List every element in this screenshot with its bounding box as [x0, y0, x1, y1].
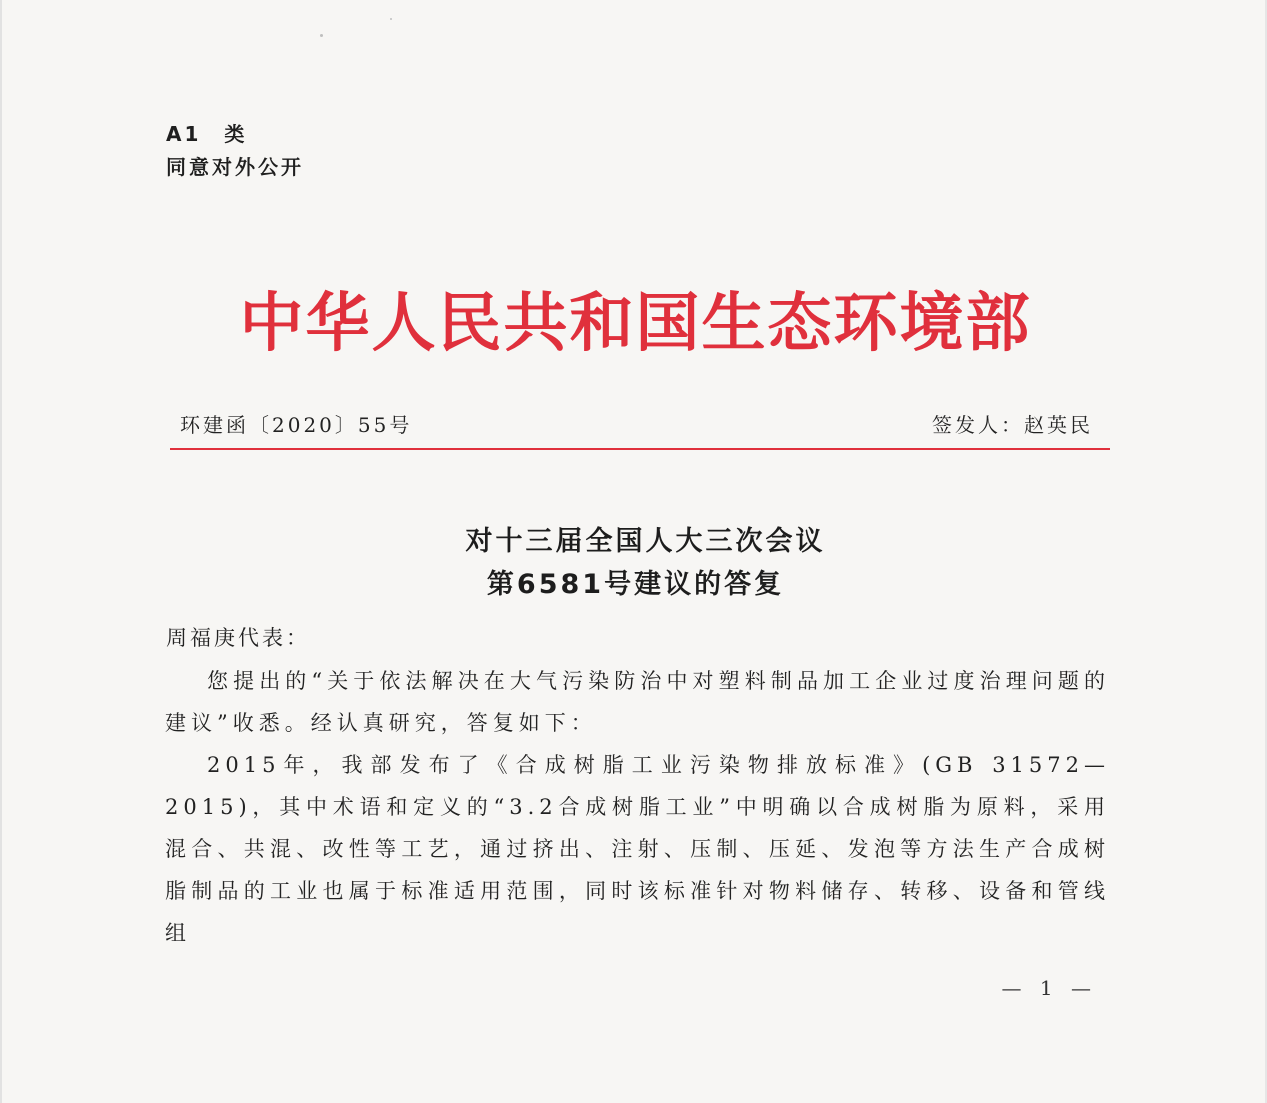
- scan-speck: [320, 34, 323, 37]
- body-paragraph: 您提出的“关于依法解决在大气污染防治中对塑料制品加工企业过度治理问题的建议”收悉。经认真研究，答复如下：: [165, 669, 1110, 735]
- document-number: 环建函〔2020〕55号: [180, 413, 413, 437]
- letterhead-title: 中华人民共和国生态环境部: [239, 286, 1032, 361]
- document-title-line1: 对十三届全国人大三次会议: [465, 526, 826, 557]
- scan-speck: [390, 18, 392, 20]
- signer-label: 签发人：赵英民: [932, 413, 1093, 437]
- page-number: — 1 —: [1001, 976, 1097, 1000]
- body-text: [165, 660, 1110, 954]
- classification-label: A1 类: [166, 122, 248, 146]
- disclosure-label: 同意对外公开: [166, 155, 304, 179]
- body-paragraph: 2015年，我部发布了《合成树脂工业污染物排放标准》(GB 31572—2015)，其中术语和定义的“3.2合成树脂工业”中明确以合成树脂为原料，采用混合、共混、改性等工艺，通过挤出、注射、压制、压延、发泡等方法生产合成树脂制品的工业也属于标准适用范围，同时该标准针对物料储存、转移、设备和管线组: [165, 753, 1110, 945]
- salutation: 周福庚代表：: [166, 626, 310, 650]
- document-title-line2: 第6581号建议的答复: [486, 569, 785, 600]
- letterhead-divider: [170, 448, 1110, 450]
